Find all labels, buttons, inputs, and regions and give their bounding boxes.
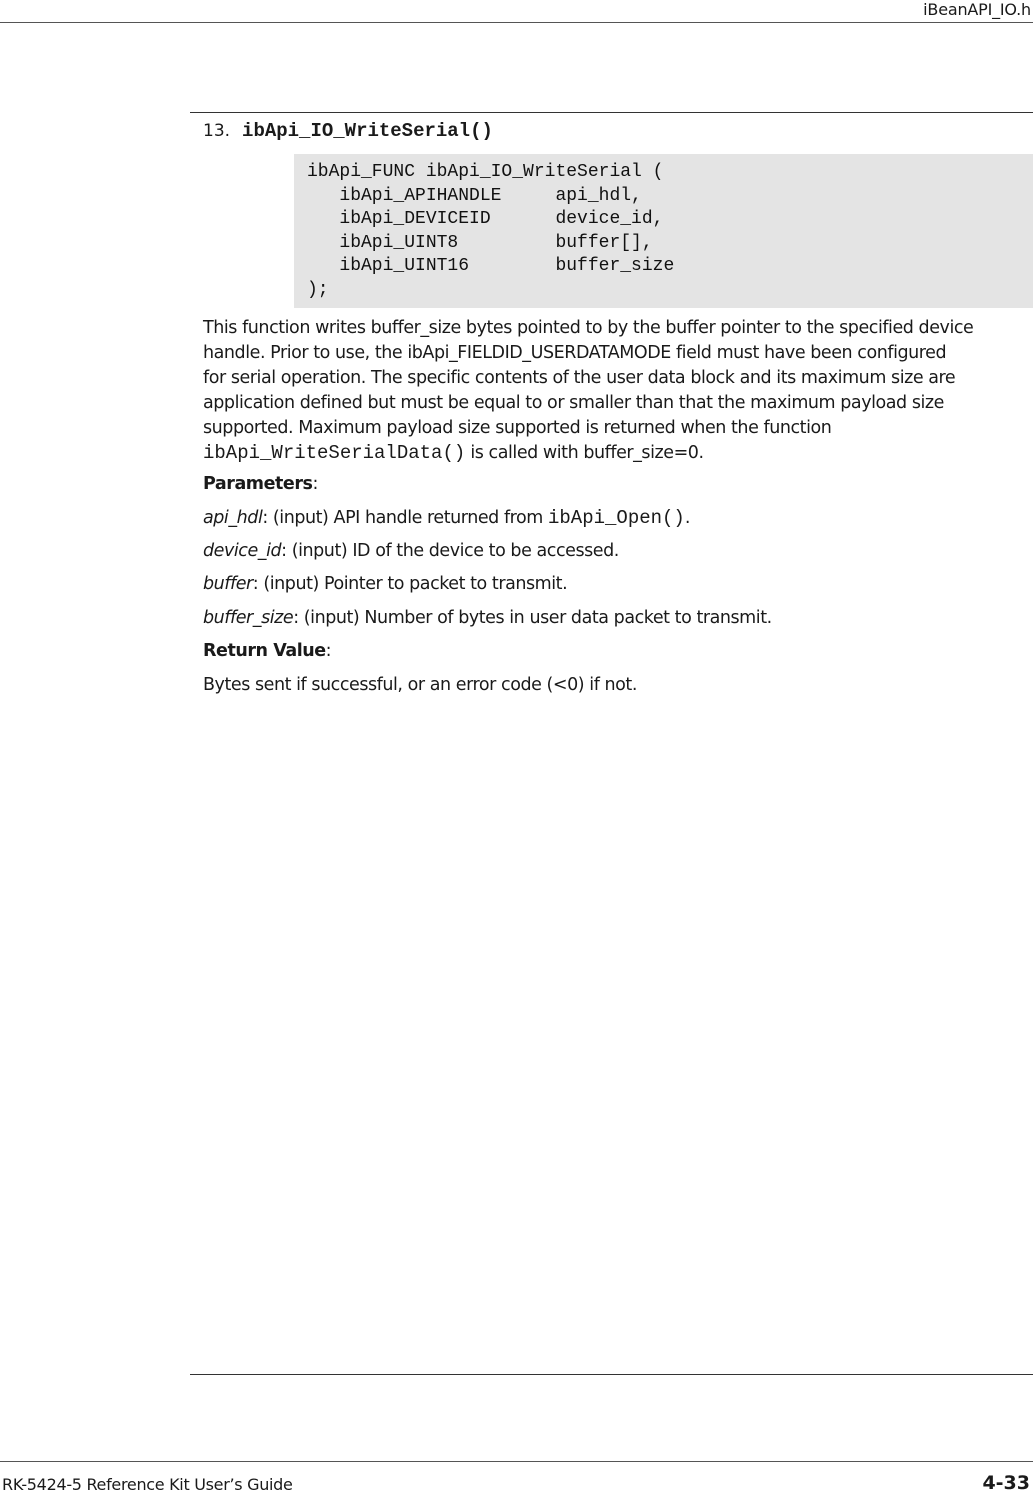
parameter-description: : (input) ID of the device to be accessed. (281, 541, 619, 561)
code-line: ibApi_APIHANDLE api_hdl, (307, 185, 642, 206)
code-line: ibApi_FUNC ibApi_IO_WriteSerial ( (307, 162, 664, 182)
parameter-name: buffer_size (203, 608, 294, 628)
description-line: handle. Prior to use, the ibApi_FIELDID_USERDATAMODE field must have been configured (203, 343, 947, 363)
parameter-name: buffer (203, 574, 253, 594)
parameter-name: device_id (203, 541, 282, 561)
parameter-description-tail: . (684, 508, 690, 528)
description-line: for serial operation. The specific contents of the user data block and its maximum size are (203, 368, 956, 388)
parameters-heading-label: Parameters (203, 474, 313, 494)
section-heading (203, 119, 493, 143)
parameter-device-id (203, 539, 619, 564)
return-value-text: Bytes sent if successful, or an error code (<0) if not. (203, 675, 637, 695)
parameters-heading-colon: : (312, 474, 318, 494)
return-value-heading-label: Return Value (203, 641, 326, 661)
parameter-api-hdl (203, 506, 690, 531)
running-header-title: iBeanAPI_IO.h (923, 0, 1031, 19)
footer-guide-title: RK-5424-5 Reference Kit User’s Guide (2, 1475, 293, 1494)
parameter-description: : (input) Number of bytes in user data packet to transmit. (293, 608, 772, 628)
inline-code: ibApi_WriteSerialData() (203, 442, 466, 464)
parameter-description: : (input) API handle returned from (262, 508, 548, 528)
description-line (203, 441, 1033, 466)
function-description (203, 316, 1033, 466)
description-line: application defined but must be equal to or smaller than that the maximum payload size (203, 393, 944, 413)
description-line: supported. Maximum payload size supported is returned when the function (203, 418, 832, 438)
footer-page-number: 4-33 (982, 1472, 1030, 1494)
description-text: is called with buffer_size=0. (465, 443, 704, 463)
code-block (294, 154, 1033, 308)
parameters-heading (203, 472, 318, 497)
code-line: ibApi_DEVICEID device_id, (307, 209, 664, 230)
header-rule (0, 22, 1033, 23)
function-name: ibApi_IO_WriteSerial() (242, 120, 493, 142)
code-line: ibApi_UINT16 buffer_size (307, 256, 675, 277)
footer-rule (0, 1461, 1033, 1462)
return-value-heading (203, 639, 331, 664)
parameter-buffer (203, 572, 567, 597)
parameter-description: : (input) Pointer to packet to transmit. (252, 574, 568, 594)
inline-code: ibApi_Open() (548, 507, 685, 529)
section-number: 13. (203, 121, 231, 141)
code-line: ); (307, 279, 329, 300)
parameter-buffer-size (203, 606, 772, 631)
description-line: This function writes buffer_size bytes pointed to by the buffer pointer to the specified device (203, 318, 974, 338)
code-line: ibApi_UINT8 buffer[], (307, 232, 653, 253)
parameter-name: api_hdl (203, 508, 263, 528)
return-value-heading-colon: : (325, 641, 332, 661)
section-bottom-rule (190, 1374, 1033, 1375)
section-top-rule (190, 112, 1033, 113)
